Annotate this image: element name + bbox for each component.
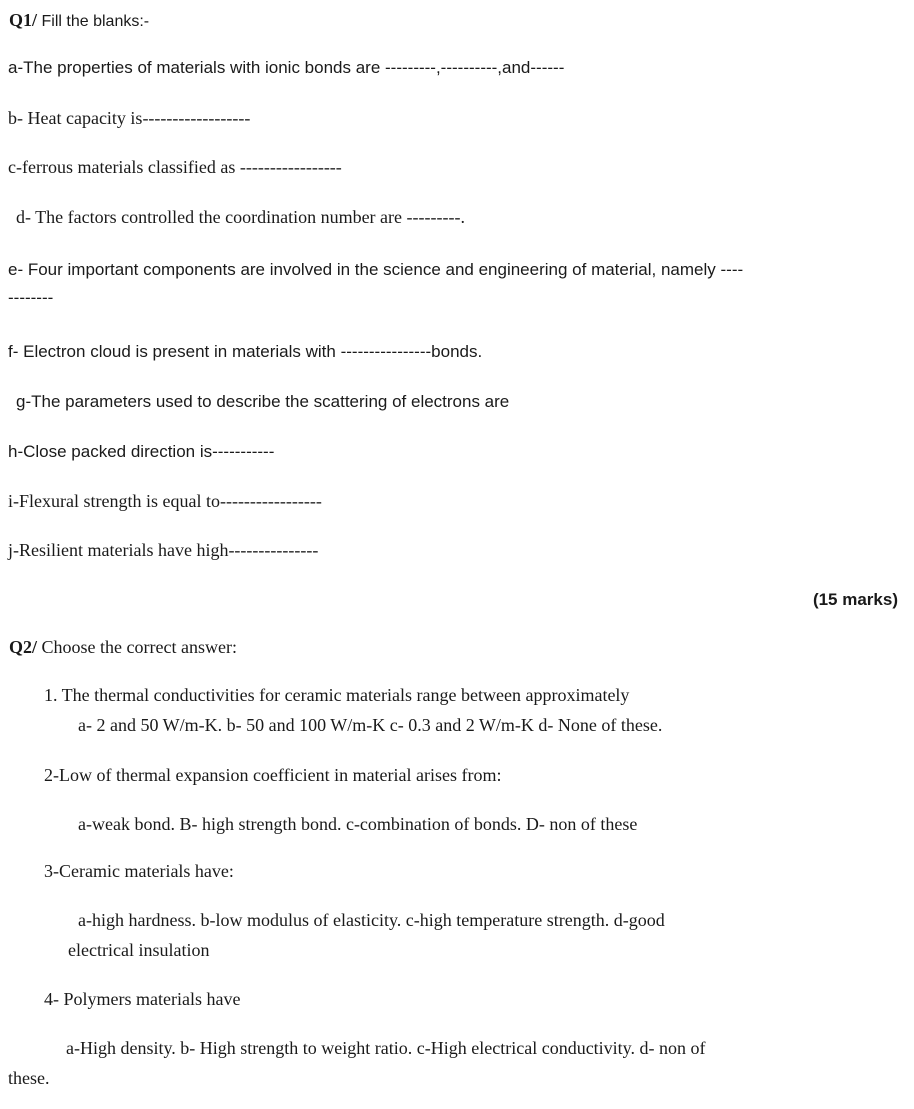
q1-title: Fill the blanks:- xyxy=(41,13,150,30)
q1-item-e-line2: -------- xyxy=(8,288,54,307)
q1-label: Q1/ xyxy=(9,10,38,30)
q1-item-g: g-The parameters used to describe the scattering of electrons are xyxy=(16,392,510,411)
q2-question-4: 4- Polymers materials have xyxy=(44,989,241,1009)
q2-question-1-options: a- 2 and 50 W/m-K. b- 50 and 100 W/m-K c- 0.3 and 2 W/m-K d- None of these. xyxy=(78,715,663,735)
q2-question-2-options: a-weak bond. B- high strength bond. c-combination of bonds. D- non of these xyxy=(78,814,638,834)
q2-label: Q2/ xyxy=(9,637,38,657)
q1-item-e-line1: e- Four important components are involved in the science and engineering of material, namely ---- xyxy=(8,260,744,279)
q1-item-d: d- The factors controlled the coordination number are ---------. xyxy=(16,207,465,227)
q2-question-4-options-cont: these. xyxy=(8,1068,50,1088)
q1-item-j: j-Resilient materials have high--------------- xyxy=(8,540,319,560)
q1-item-f: f- Electron cloud is present in materials with ----------------bonds. xyxy=(8,342,483,361)
q2-question-3-options-cont: electrical insulation xyxy=(68,940,210,960)
q2-question-3: 3-Ceramic materials have: xyxy=(44,861,234,881)
q1-item-b: b- Heat capacity is------------------ xyxy=(8,108,251,128)
q2-question-2: 2-Low of thermal expansion coefficient in material arises from: xyxy=(44,765,502,785)
q2-question-4-options: a-High density. b- High strength to weight ratio. c-High electrical conductivity. d- non of xyxy=(66,1038,706,1058)
q1-heading xyxy=(9,11,149,30)
q2-title: Choose the correct answer: xyxy=(41,637,237,657)
q2-question-1: 1. The thermal conductivities for ceramic materials range between approximately xyxy=(44,685,630,705)
q2-question-3-options: a-high hardness. b-low modulus of elasticity. c-high temperature strength. d-good xyxy=(78,910,665,930)
q1-item-h: h-Close packed direction is----------- xyxy=(8,442,275,461)
q1-item-a: a-The properties of materials with ionic bonds are ---------,----------,and------ xyxy=(8,58,565,77)
q2-heading xyxy=(9,638,237,656)
q1-item-i: i-Flexural strength is equal to----------------- xyxy=(8,491,322,511)
q1-marks: (15 marks) xyxy=(812,590,898,609)
q1-item-c: c-ferrous materials classified as ----------------- xyxy=(8,157,342,177)
